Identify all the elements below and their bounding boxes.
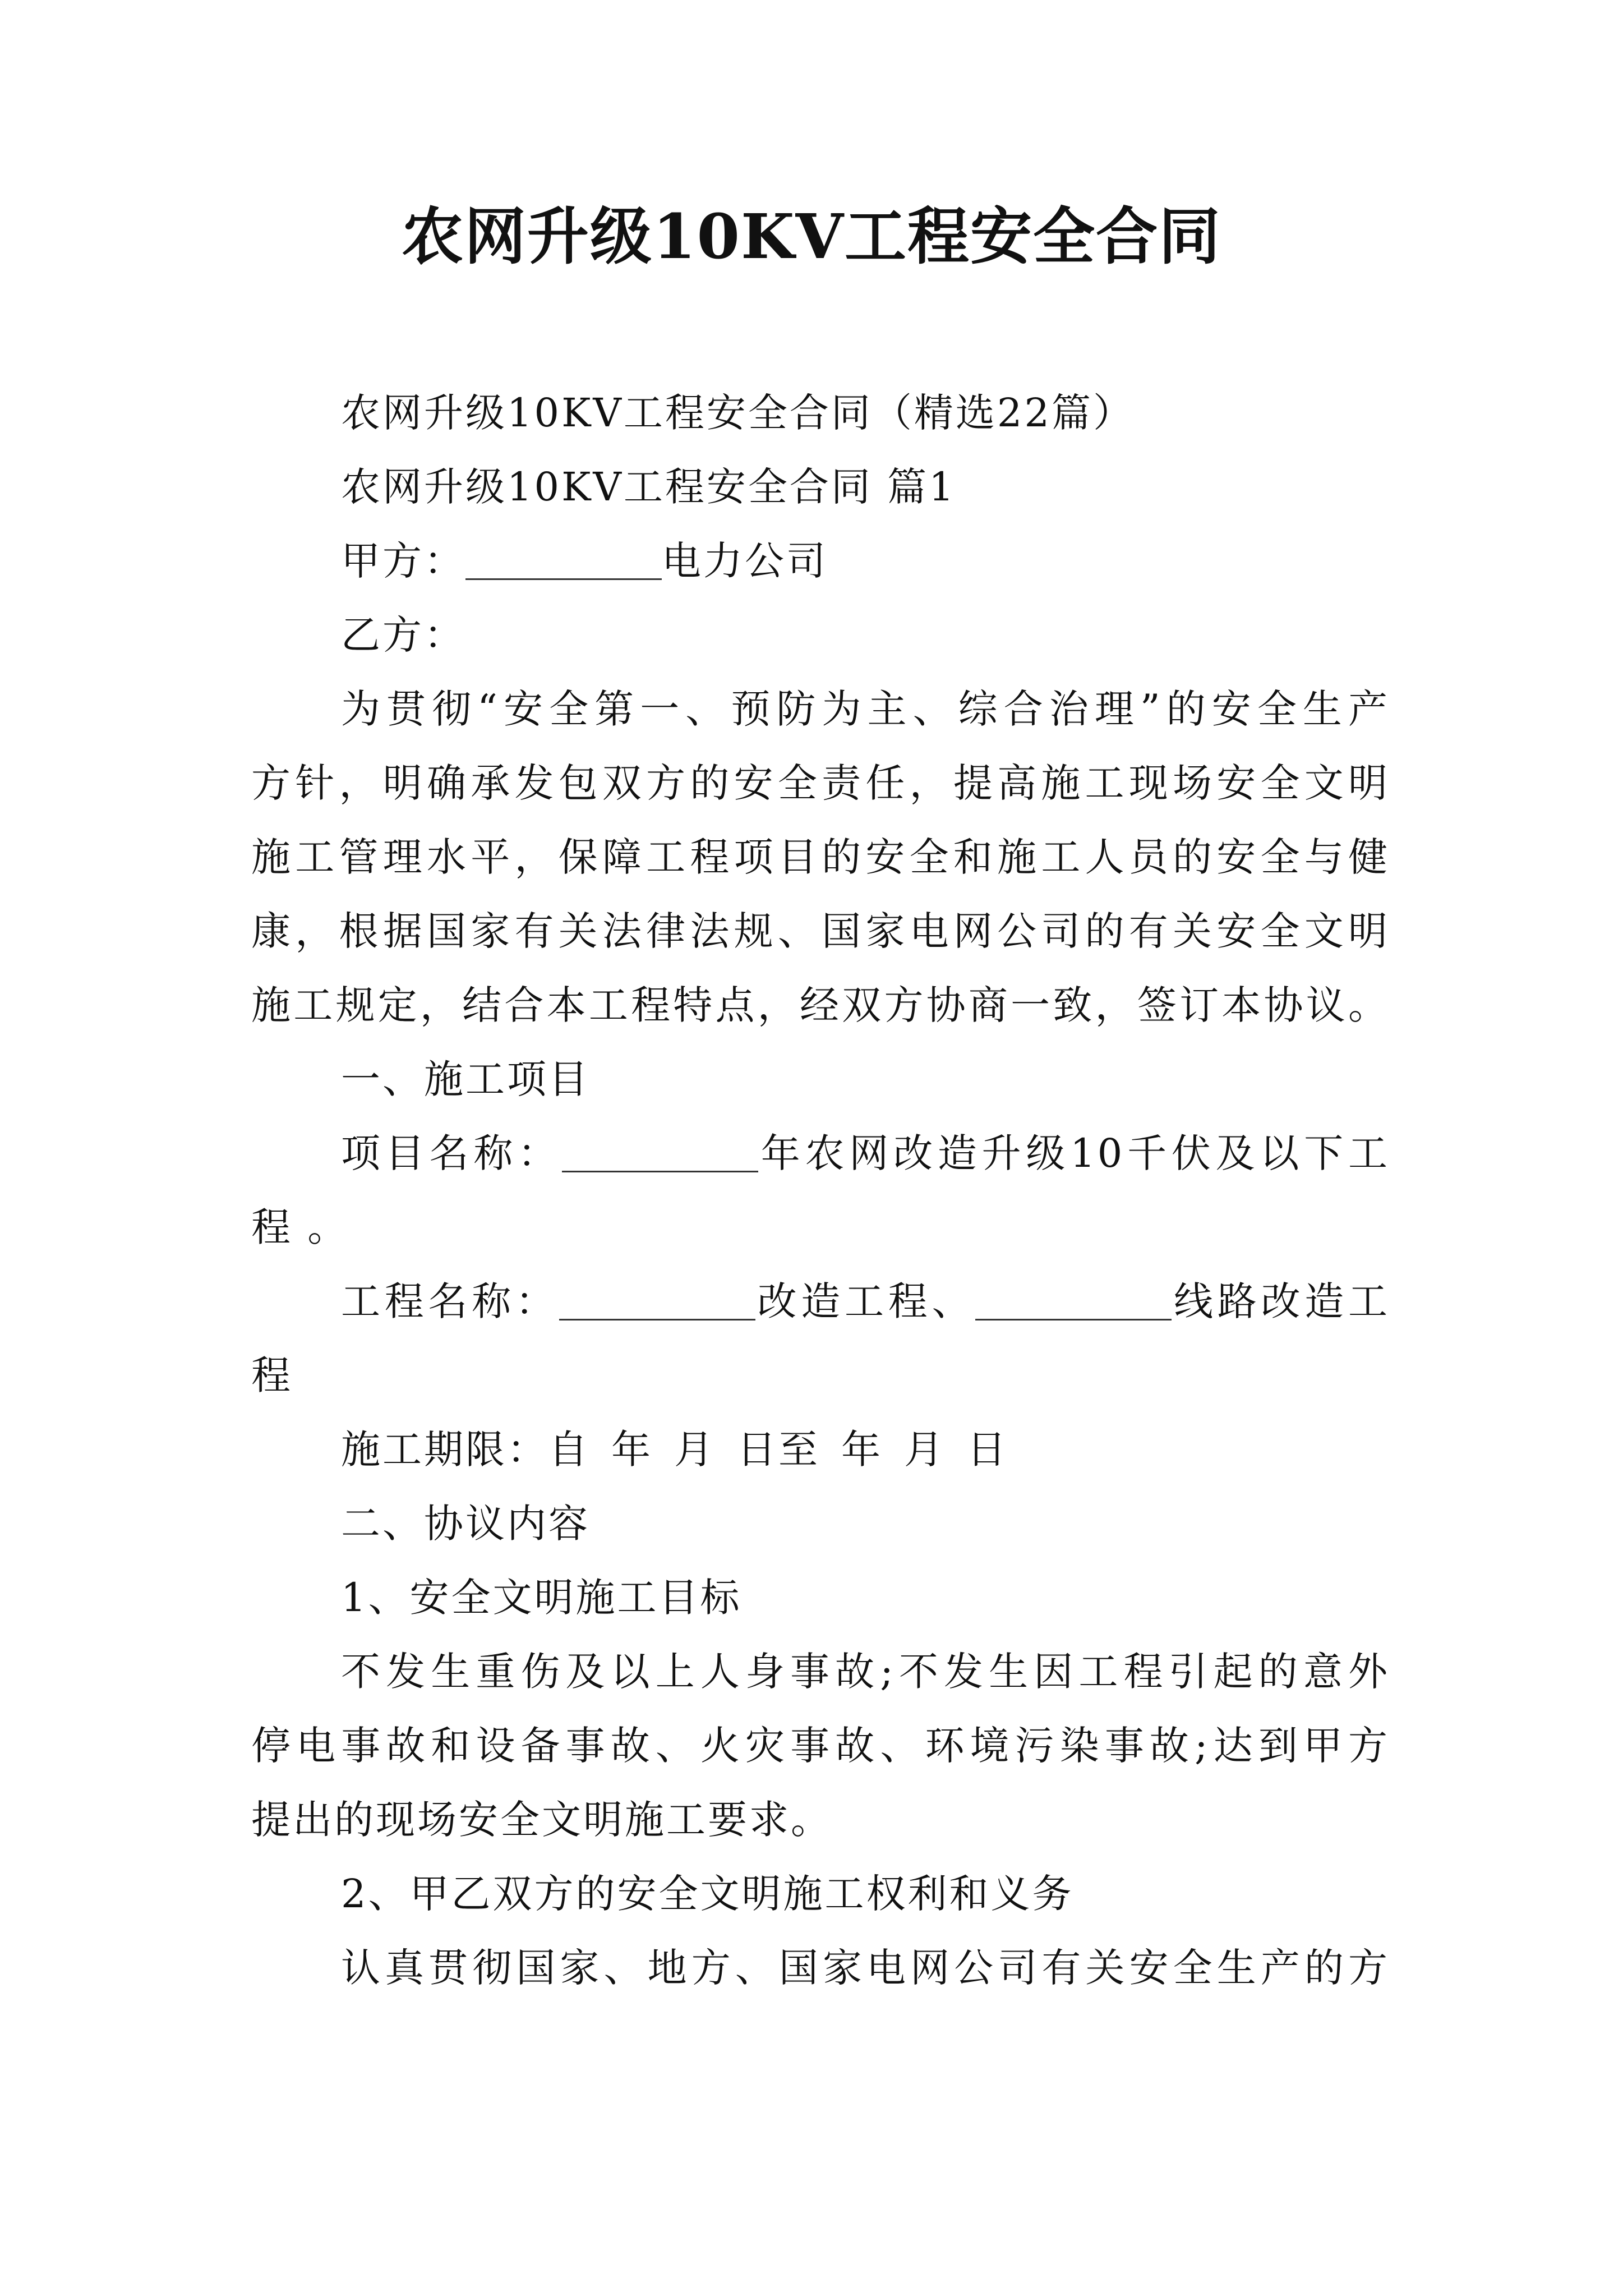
party-a-suffix: 电力公司 bbox=[662, 538, 828, 584]
work-name-middle: 改造工程、 bbox=[755, 1278, 976, 1324]
item-1-line: 提出的现场安全文明施工要求。 bbox=[251, 1797, 832, 1843]
item-1-line: 不发生重伤及以上人身事故;不发生因工程引起的意外 bbox=[341, 1649, 1390, 1695]
period-part: 年 bbox=[841, 1427, 883, 1473]
period-part: 年 bbox=[611, 1427, 653, 1473]
section-title: 农网升级10KV工程安全合同 篇1 bbox=[341, 464, 956, 510]
item-2-heading: 2、甲乙双方的安全文明施工权利和义务 bbox=[341, 1871, 1074, 1917]
party-a-line bbox=[251, 524, 1390, 598]
period-part: 月 bbox=[904, 1427, 946, 1473]
intro-line: 方针，明确承发包双方的安全责任，提高施工现场安全文明 bbox=[251, 760, 1390, 806]
item-2-line: 认真贯彻国家、地方、国家电网公司有关安全生产的方 bbox=[341, 1945, 1390, 1991]
item-1-heading: 1、安全文明施工目标 bbox=[341, 1575, 742, 1621]
period-line bbox=[251, 1412, 1390, 1487]
period-part: 日 bbox=[967, 1427, 1008, 1473]
project-name-continuation: 程 。 bbox=[251, 1204, 349, 1250]
intro-line: 为贯彻“安全第一、预防为主、综合治理”的安全生产 bbox=[341, 686, 1390, 732]
party-b-line bbox=[251, 598, 1390, 672]
subtitle: 农网升级10KV工程安全合同（精选22篇） bbox=[341, 390, 1135, 436]
item-1-line: 停电事故和设备事故、火灾事故、环境污染事故;达到甲方 bbox=[251, 1723, 1390, 1769]
project-name-line bbox=[251, 1116, 1390, 1190]
work-name-blank-2 bbox=[975, 1280, 1172, 1320]
project-name-suffix: 年农网改造升级10千伏及以下工 bbox=[758, 1130, 1390, 1176]
work-name-blank-1 bbox=[559, 1280, 755, 1320]
intro-line: 施工管理水平，保障工程项目的安全和施工人员的安全与健 bbox=[251, 834, 1390, 880]
party-a-blank bbox=[465, 539, 662, 580]
intro-line: 康，根据国家有关法律法规、国家电网公司的有关安全文明 bbox=[251, 908, 1390, 954]
party-a-label: 甲方： bbox=[341, 538, 465, 584]
project-name-label: 项目名称： bbox=[341, 1130, 562, 1176]
period-part: 日至 bbox=[737, 1427, 820, 1473]
project-name-blank bbox=[562, 1131, 758, 1172]
heading-construction-project: 一、施工项目 bbox=[341, 1056, 590, 1102]
work-name-suffix: 线路改造工 bbox=[1172, 1278, 1390, 1324]
heading-agreement-content: 二、协议内容 bbox=[341, 1501, 590, 1547]
period-part: 月 bbox=[674, 1427, 716, 1473]
work-name-continuation: 程 bbox=[251, 1352, 293, 1398]
period-label: 施工期限： bbox=[341, 1427, 548, 1473]
document-title: 农网升级10KV工程安全合同 bbox=[401, 200, 1222, 273]
intro-line: 施工规定，结合本工程特点，经双方协商一致，签订本协议。 bbox=[251, 982, 1390, 1028]
work-name-line bbox=[251, 1264, 1390, 1338]
work-name-label: 工程名称： bbox=[341, 1278, 559, 1324]
period-part: 自 bbox=[548, 1427, 590, 1473]
party-b-label: 乙方： bbox=[341, 612, 465, 658]
document-body bbox=[251, 376, 1390, 2005]
